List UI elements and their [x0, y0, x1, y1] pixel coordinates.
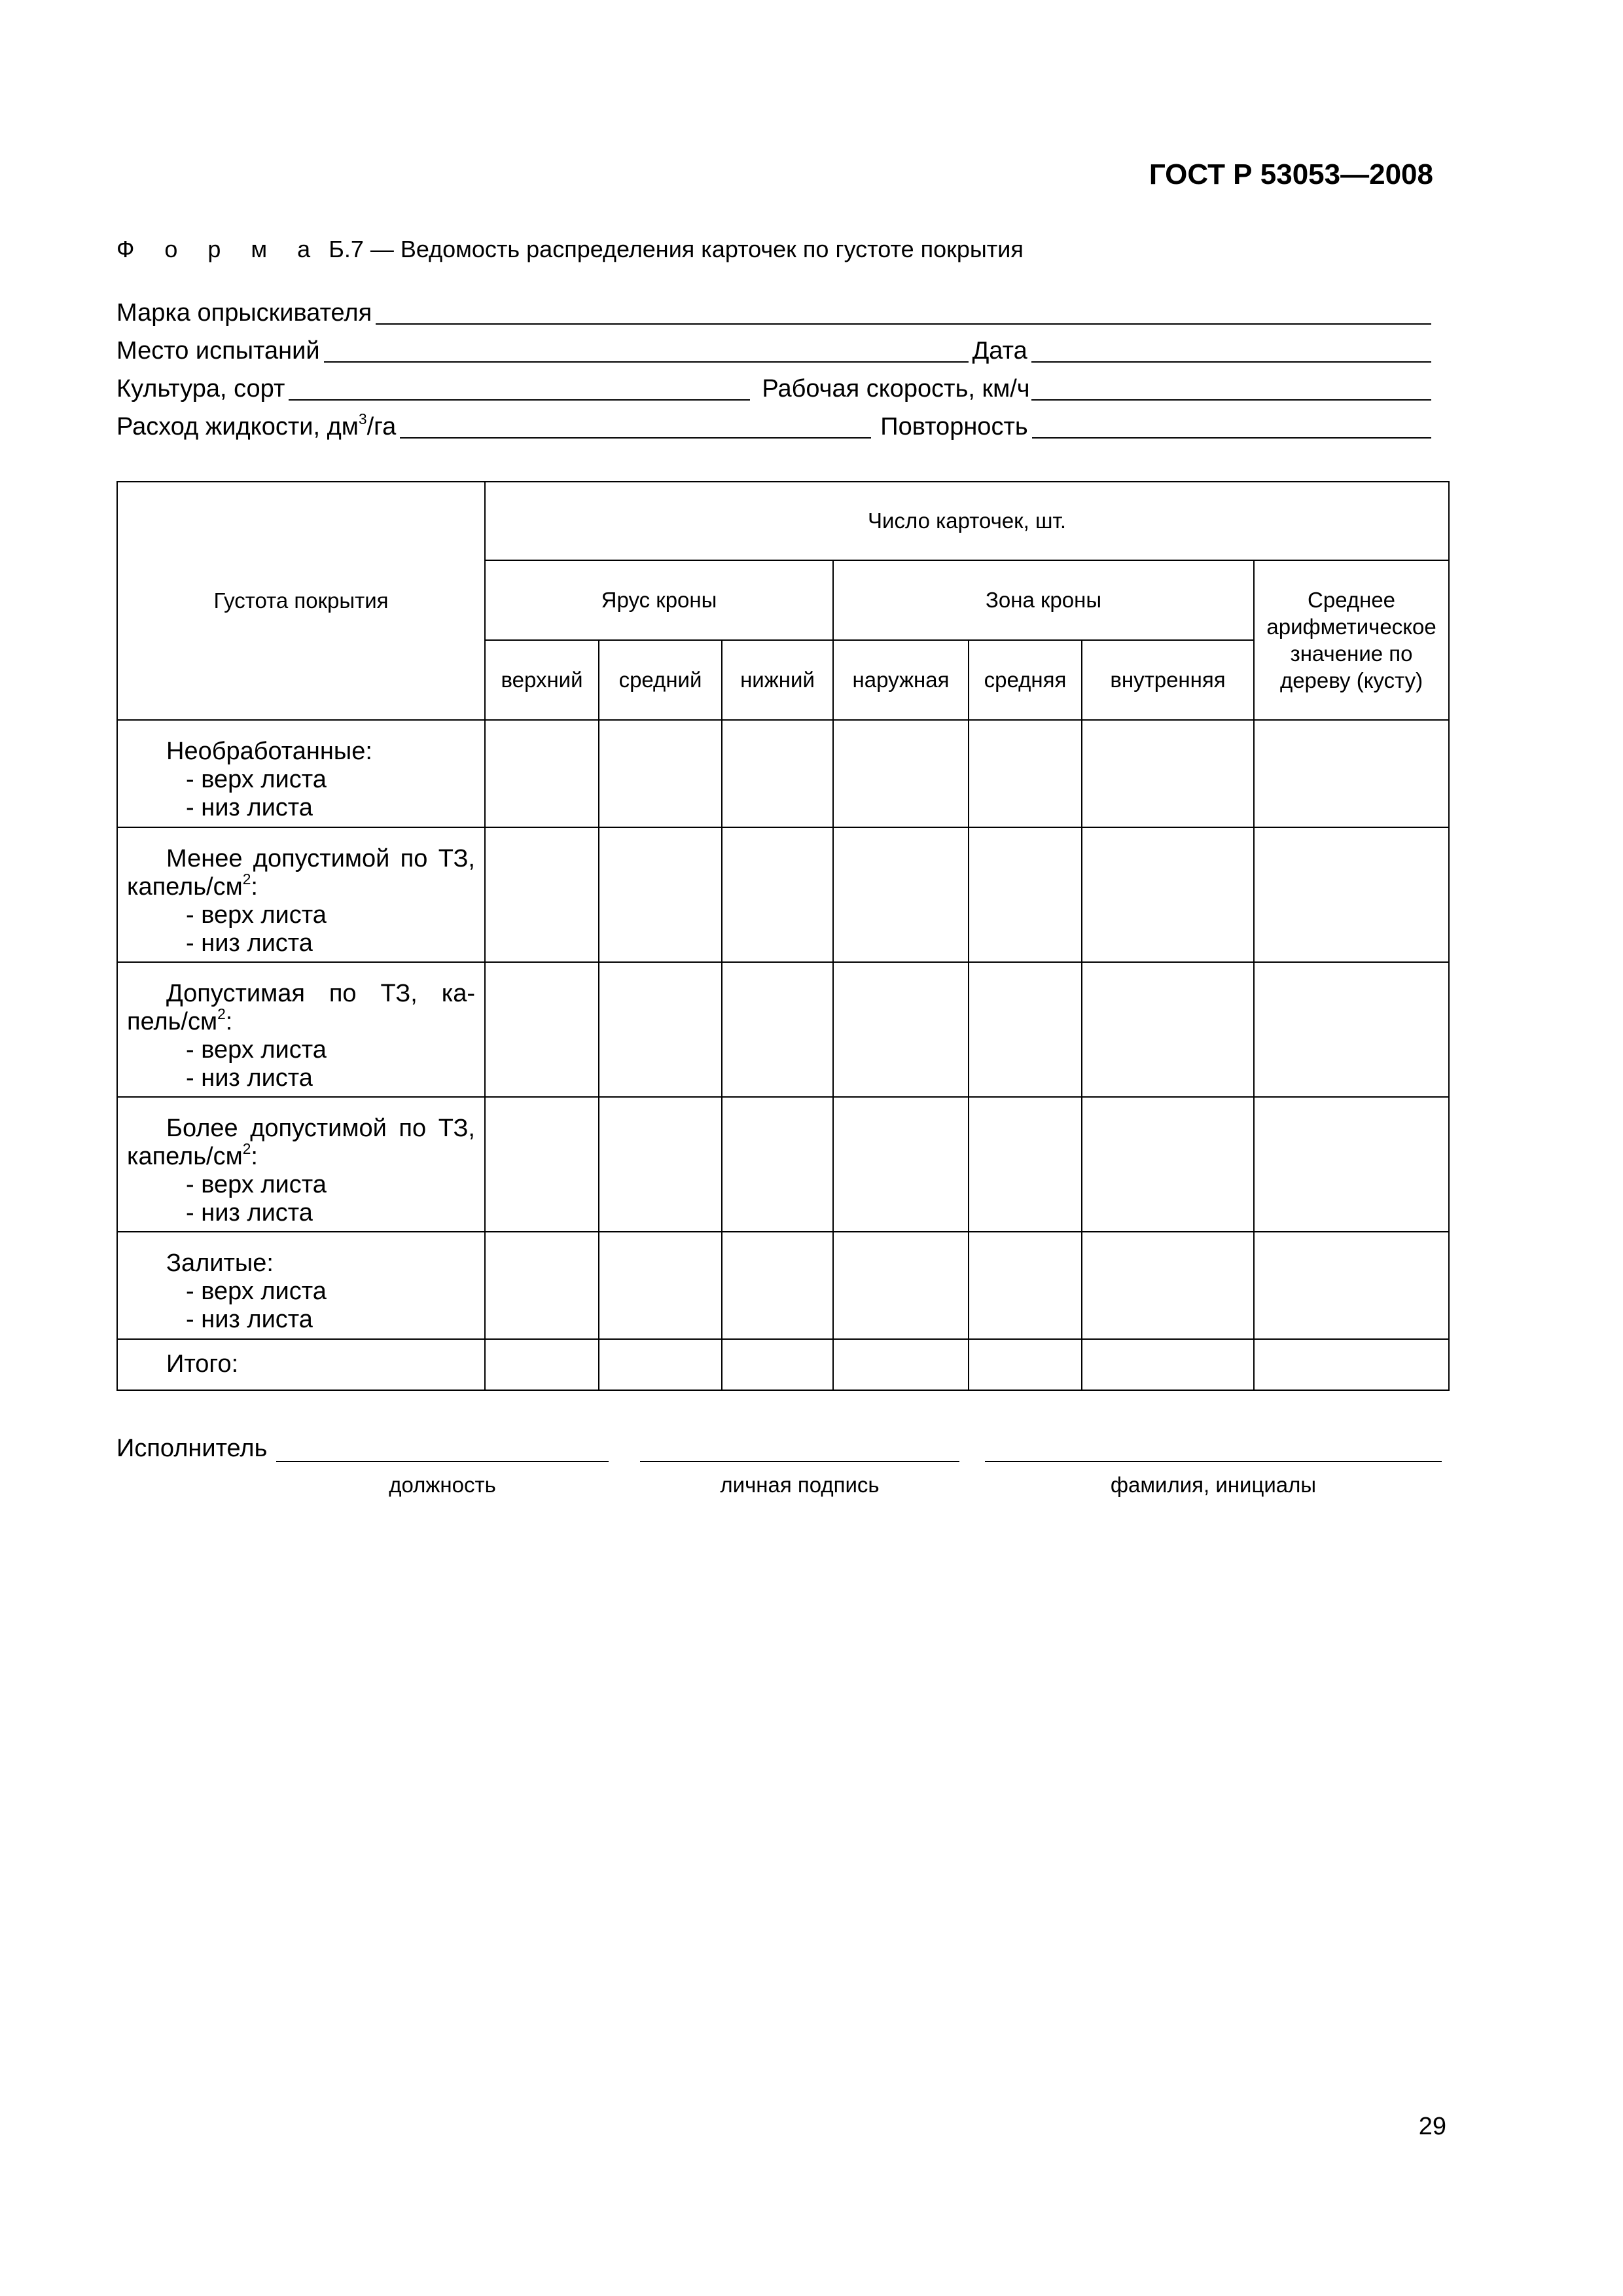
data-cell[interactable]	[599, 1097, 722, 1232]
zone-inner-header: внутренняя	[1082, 640, 1254, 720]
data-cell[interactable]	[599, 1232, 722, 1339]
data-cell[interactable]	[722, 1097, 833, 1232]
liquid-rate-row	[116, 410, 1435, 441]
position-caption: должность	[389, 1473, 496, 1497]
data-cell[interactable]	[969, 1339, 1082, 1390]
data-cell[interactable]	[1082, 720, 1254, 827]
position-field[interactable]	[276, 1435, 609, 1462]
data-cell[interactable]	[1254, 1097, 1449, 1232]
data-cell[interactable]	[485, 720, 599, 827]
data-cell[interactable]	[599, 1339, 722, 1390]
coverage-density-table	[116, 481, 1450, 1391]
card-count-header: Число карточек, шт.	[485, 482, 1449, 560]
form-label: Ф о р м а	[116, 236, 323, 262]
test-site-field[interactable]	[324, 339, 969, 363]
table-row	[117, 962, 1449, 1097]
data-cell[interactable]	[1082, 1097, 1254, 1232]
tier-upper-header: верхний	[485, 640, 599, 720]
data-cell[interactable]	[722, 1339, 833, 1390]
crop-field[interactable]	[289, 377, 750, 401]
data-cell[interactable]	[1254, 720, 1449, 827]
liquid-rate-field[interactable]	[400, 415, 871, 439]
crown-zone-header: Зона кроны	[833, 560, 1254, 640]
row-header: Менее допустимой по ТЗ, капель/$см^2$: - верх листа - низ листа	[117, 827, 485, 962]
data-cell[interactable]	[722, 962, 833, 1097]
speed-label: Рабочая скорость, км/ч	[762, 375, 1030, 403]
crown-tier-header: Ярус кроны	[485, 560, 833, 640]
date-field[interactable]	[1031, 339, 1431, 363]
executor-signature-block	[116, 1435, 1448, 1513]
row-header: Более допустимой по ТЗ, капель/$см^2$: - верх листа - низ листа	[117, 1097, 485, 1232]
mean-value-header: Среднее арифметическое значение по дереву (кусту)	[1254, 560, 1449, 720]
data-cell[interactable]	[722, 827, 833, 962]
data-cell[interactable]	[833, 1232, 969, 1339]
form-caption: Б.7 — Ведомость распределения карточек по густоте покрытия	[329, 236, 1024, 262]
coverage-density-header: Густота покрытия	[117, 482, 485, 720]
data-cell[interactable]	[969, 962, 1082, 1097]
sprayer-brand-label: Марка опрыскивателя	[116, 299, 372, 327]
executor-label: Исполнитель	[116, 1435, 268, 1462]
data-cell[interactable]	[1254, 1232, 1449, 1339]
tier-lower-header: нижний	[722, 640, 833, 720]
data-cell[interactable]	[1254, 1339, 1449, 1390]
test-site-label: Место испытаний	[116, 337, 320, 365]
data-cell[interactable]	[833, 1339, 969, 1390]
test-site-row	[116, 334, 1435, 365]
data-cell[interactable]	[1082, 1339, 1254, 1390]
data-cell[interactable]	[1254, 962, 1449, 1097]
table-row	[117, 1097, 1449, 1232]
data-cell[interactable]	[485, 962, 599, 1097]
data-cell[interactable]	[833, 1097, 969, 1232]
signature-caption: личная подпись	[720, 1473, 880, 1497]
data-cell[interactable]	[833, 720, 969, 827]
form-title	[116, 236, 1024, 263]
replication-field[interactable]	[1032, 415, 1431, 439]
name-caption: фамилия, инициалы	[1110, 1473, 1317, 1497]
row-header: Допустимая по ТЗ, $ка-пель/см^2$: - верх листа - низ листа	[117, 962, 485, 1097]
data-cell[interactable]	[1082, 1232, 1254, 1339]
data-cell[interactable]	[722, 1232, 833, 1339]
name-field[interactable]	[985, 1435, 1442, 1462]
row-header: Необработанные: - верх листа - низ листа	[117, 720, 485, 827]
row-header: Итого:	[117, 1339, 485, 1390]
data-cell[interactable]	[969, 1232, 1082, 1339]
data-cell[interactable]	[485, 1339, 599, 1390]
sprayer-brand-field[interactable]	[376, 301, 1431, 325]
data-cell[interactable]	[969, 1097, 1082, 1232]
page-number: 29	[1418, 2113, 1446, 2140]
crop-row	[116, 372, 1435, 403]
zone-outer-header: наружная	[833, 640, 969, 720]
row-header: Залитые: - верх листа - низ листа	[117, 1232, 485, 1339]
speed-field[interactable]	[1031, 377, 1431, 401]
data-cell[interactable]	[969, 827, 1082, 962]
date-label: Дата	[972, 337, 1027, 365]
data-cell[interactable]	[599, 720, 722, 827]
crop-label: Культура, сорт	[116, 375, 285, 403]
data-cell[interactable]	[599, 827, 722, 962]
data-cell[interactable]	[599, 962, 722, 1097]
data-cell[interactable]	[485, 1232, 599, 1339]
standard-code: ГОСТ Р 53053—2008	[1149, 158, 1433, 190]
data-cell[interactable]	[485, 1097, 599, 1232]
liquid-rate-label: Расход жидкости, $дм^3/га$	[116, 410, 397, 440]
tier-middle-header: средний	[599, 640, 722, 720]
data-cell[interactable]	[722, 720, 833, 827]
data-cell[interactable]	[969, 720, 1082, 827]
replication-label: Повторность	[880, 413, 1028, 440]
table-row	[117, 1232, 1449, 1339]
table-row	[117, 720, 1449, 827]
data-cell[interactable]	[1082, 827, 1254, 962]
table-row	[117, 1339, 1449, 1390]
data-cell[interactable]	[485, 827, 599, 962]
zone-middle-header: средняя	[969, 640, 1082, 720]
data-cell[interactable]	[833, 827, 969, 962]
sprayer-brand-row	[116, 296, 1435, 327]
signature-field[interactable]	[640, 1435, 959, 1462]
data-cell[interactable]	[1082, 962, 1254, 1097]
data-cell[interactable]	[833, 962, 969, 1097]
data-cell[interactable]	[1254, 827, 1449, 962]
table-row	[117, 827, 1449, 962]
